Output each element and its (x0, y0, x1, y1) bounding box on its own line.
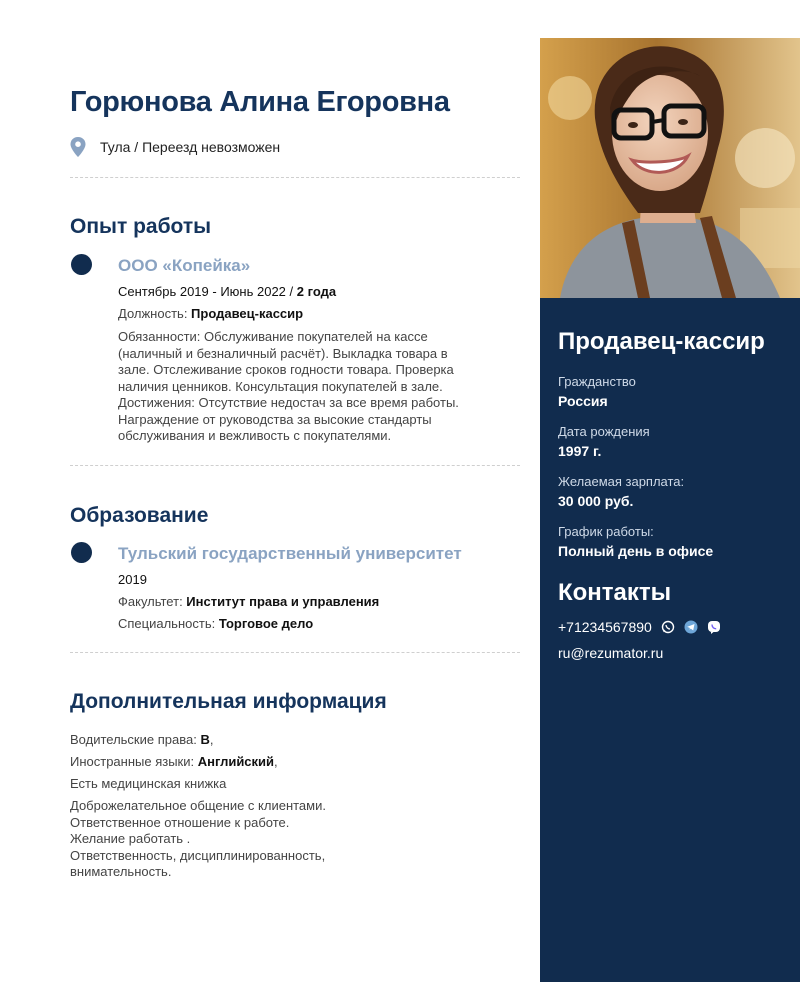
telegram-icon[interactable] (684, 620, 698, 634)
desired-position: Продавец-кассир (558, 328, 765, 355)
job-description (118, 329, 478, 445)
faculty-label: Факультет: (118, 594, 187, 609)
quality-line: Доброжелательное общение с клиентами. (70, 798, 326, 813)
birth-value: 1997 г. (558, 443, 602, 459)
quality-line: Желание работать . (70, 831, 191, 846)
position-row (118, 306, 303, 321)
phone-row (558, 617, 721, 637)
company-name: ООО «Копейка» (118, 256, 251, 275)
position-label: Должность: (118, 306, 192, 321)
divider (70, 652, 520, 653)
salary-label: Желаемая зарплата: (558, 474, 685, 489)
languages-label: Иностранные языки: (70, 754, 198, 769)
description-line: Награждение от руководства за высокие стандарты (118, 411, 432, 427)
divider (70, 177, 520, 178)
description-line: Достижения: Отсутствие недостач за все время работы. (118, 395, 459, 410)
languages-suffix: , (274, 754, 278, 769)
duration-text: 2 года (296, 284, 337, 299)
faculty-row (118, 594, 379, 609)
description-line: наличия ценников. Консультация покупателей в зале. (118, 378, 443, 394)
period-separator: / (285, 284, 297, 299)
location-pin-icon (70, 137, 86, 157)
quality-line: внимательность. (70, 864, 172, 879)
medical-book: Есть медицинская книжка (70, 776, 227, 791)
phone-number[interactable]: +71234567890 (558, 619, 652, 635)
institution-name: Тульский государственный университет (118, 544, 462, 563)
schedule-label: График работы: (558, 524, 654, 539)
position-value: Продавец-кассир (191, 306, 304, 321)
birth-label: Дата рождения (558, 424, 650, 439)
location-row (70, 136, 280, 158)
license-label: Водительские права: (70, 732, 201, 747)
experience-title: Опыт работы (70, 215, 212, 238)
specialty-label: Специальность: (118, 616, 219, 631)
specialty-value: Торговое дело (218, 616, 314, 631)
viber-icon[interactable] (707, 620, 721, 634)
description-line: (наличный и безналичный расчёт). Выкладка товара в (118, 345, 448, 361)
salary-value: 30 000 руб. (558, 493, 634, 509)
personal-qualities (70, 798, 490, 881)
description-line: Обязанности: Обслуживание покупателей на кассе (118, 329, 428, 344)
license-value: B (200, 732, 210, 747)
license-row (70, 732, 213, 747)
schedule-value: Полный день в офисе (558, 543, 714, 559)
contacts-title: Контакты (558, 579, 672, 606)
citizenship-label: Гражданство (558, 374, 636, 389)
email-address[interactable]: ru@rezumator.ru (558, 645, 664, 661)
divider (70, 465, 520, 466)
employment-period (118, 284, 336, 299)
quality-line: Ответственное отношение к работе. (70, 814, 290, 830)
quality-line: Ответственность, дисциплинированность, (70, 847, 326, 863)
description-line: зале. Отслеживание сроков годности товара. Проверка (118, 362, 454, 377)
license-suffix: , (209, 732, 214, 747)
specialty-row (118, 616, 313, 631)
candidate-name: Горюнова Алина Егоровна (70, 86, 450, 118)
education-title: Образование (70, 504, 209, 527)
profile-photo-illustration (540, 38, 800, 298)
graduation-year: 2019 (118, 572, 147, 587)
timeline-bullet (71, 254, 92, 275)
profile-photo (540, 38, 800, 298)
description-line: обслуживания и вежливость с покупателями. (118, 428, 392, 443)
languages-row (70, 754, 278, 769)
whatsapp-icon[interactable] (661, 620, 675, 634)
location-text: Тула / Переезд невозможен (100, 139, 281, 155)
additional-title: Дополнительная информация (70, 690, 387, 713)
period-text: Сентябрь 2019 - Июнь 2022 (118, 284, 286, 299)
languages-value: Английский (197, 754, 275, 769)
timeline-bullet (71, 542, 92, 563)
faculty-value: Институт права и управления (186, 594, 380, 609)
citizenship-value: Россия (558, 393, 608, 409)
